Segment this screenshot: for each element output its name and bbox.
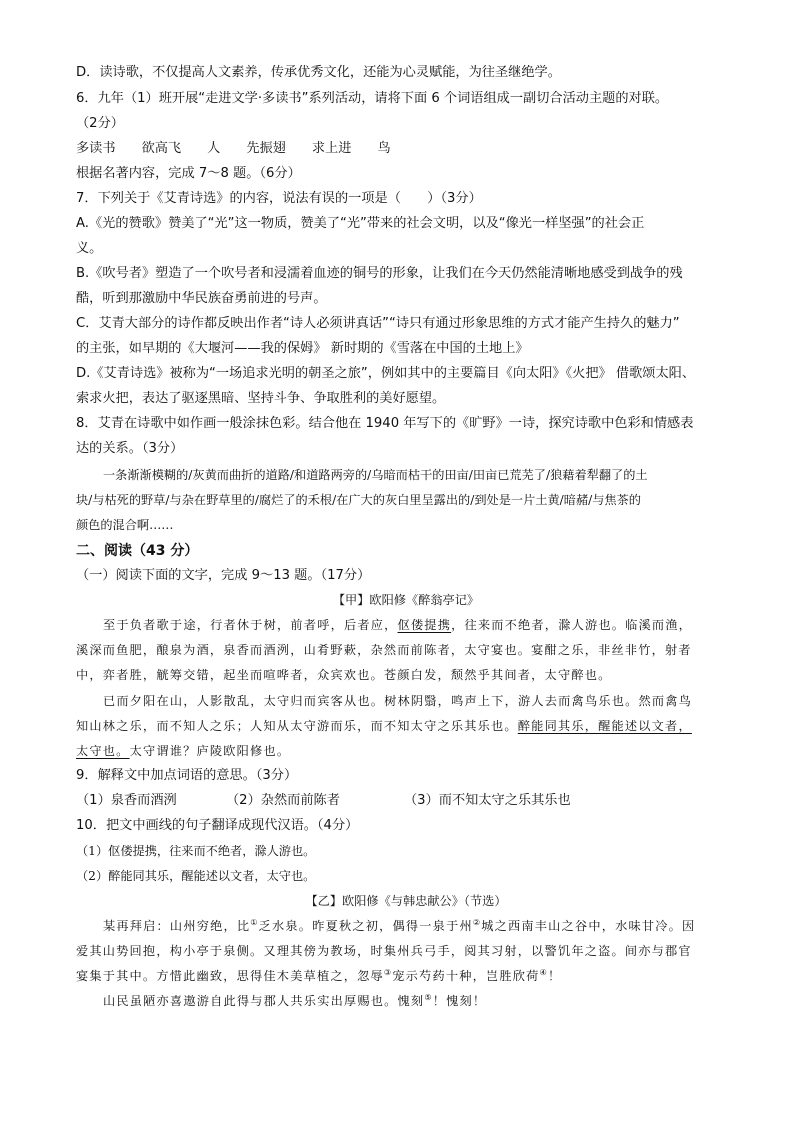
q9-items bbox=[76, 791, 736, 811]
q7-option-b: B.《吹号者》塑造了一个吹号者和浸濡着血迹的铜号的形象，让我们在今天仍然能清晰地感受到战争的残 bbox=[76, 266, 683, 281]
q6-word: 求上进 bbox=[311, 141, 352, 156]
text-a-segment: 至于负者歌于途，行者休于树，前者呼，后者应， bbox=[103, 618, 398, 632]
q7-option-b-cont: 酷，听到那激励中华民族奋勇前进的号声。 bbox=[76, 291, 327, 306]
q7-stem: 7．下列关于《艾青诗选》的内容，说法有误的一项是（ ）（3分） bbox=[76, 191, 482, 206]
text-a-segment: 知山林之乐，而不知人之乐；人知从太守游而乐，而不知太守之乐其乐也。 bbox=[76, 719, 518, 733]
q9-stem: 9．解释文中加点词语的意思。（3分） bbox=[76, 768, 298, 783]
text-a-line-6 bbox=[76, 741, 736, 761]
q8-stem-cont: 达的关系。（3分） bbox=[76, 441, 184, 456]
text-a-line-4: 已而夕阳在山，人影散乱，太守归而宾客从也。树林阴翳，鸣声上下，游人去而禽鸟乐也。然而禽鸟 bbox=[103, 694, 693, 708]
text-b-segment: 城之西南丰山之谷中，水味甘冷。因 bbox=[481, 919, 696, 933]
text-b-segment: 宠示芍药十种，岂胜欣荷 bbox=[392, 969, 540, 983]
q9-item: （3）而不知太守之乐其乐也 bbox=[404, 793, 571, 808]
poem-line-2: 块/与枯死的野草/与杂在野草里的/腐烂了的禾根/在广大的灰白里呈露出的/到处是一片土黄/暗赭/与焦茶的 bbox=[76, 493, 641, 507]
underlined-sentence-end: 太守也。 bbox=[76, 744, 130, 758]
q6-stem: 6．九年（1）班开展“走进文学·多读书”系列活动，请将下面 6 个词语组成一副切合活动主题的对联。 bbox=[76, 91, 669, 106]
text-a-line-2: 溪深而鱼肥，酿泉为酒，泉香而酒洌，山肴野蔌，杂然而前陈者，太守宴也。宴酣之乐，非丝非竹，射者 bbox=[76, 643, 692, 657]
text-b-segment: 宴集于其中。方惜此幽致，思得佳木美草植之，忽辱 bbox=[76, 969, 384, 983]
q9-item: （1）泉香而酒洌 bbox=[76, 793, 177, 808]
poem-line-1: 一条渐渐模糊的/灰黄而曲折的道路/和道路两旁的/乌暗而枯干的田亩/田亩已荒芜了/狼藉着犁翻了的土 bbox=[103, 468, 648, 482]
q9-item: （2）杂然而前陈者 bbox=[226, 793, 340, 808]
q5-option-d: D．读诗歌，不仅提高人文素养，传承优秀文化，还能为心灵赋能，为往圣继绝学。 bbox=[76, 65, 561, 80]
text-b-line-4 bbox=[103, 991, 736, 1011]
q7-option-a-cont: 义。 bbox=[76, 241, 103, 256]
q7-option-c: C．艾青大部分的诗作都反映出作者“诗人必须讲真话”“诗只有通过形象思维的方式才能产生持久的魅力” bbox=[76, 316, 680, 331]
footnote-mark: ② bbox=[472, 917, 482, 927]
section-part-intro: （一）阅读下面的文字，完成 9～13 题。（17分） bbox=[76, 568, 371, 583]
q7-option-d: D.《艾青诗选》被称为“一场追求光明的朝圣之旅”，例如其中的主要篇目《向太阳》《火把》 借歌颂太阳、 bbox=[76, 366, 696, 381]
footnote-mark: ③ bbox=[383, 967, 393, 977]
q6-word: 先振翅 bbox=[246, 141, 286, 156]
footnote-mark: ⑤ bbox=[424, 992, 433, 1002]
section-title: 二、阅读（43 分） bbox=[76, 543, 199, 559]
text-b-line-2: 爱其山势回抱，构小亭于泉侧。又理其傍为教场，时集州兵弓手，阅其习射，以警饥年之盗。间亦与郡官 bbox=[76, 944, 692, 958]
text-a-title: 【甲】欧阳修《醉翁亭记》 bbox=[332, 593, 480, 607]
q6-word: 人 bbox=[207, 141, 221, 156]
text-b-segment: ！愧刻！ bbox=[432, 994, 487, 1008]
text-b-segment: 某再拜启：山州穷绝，比 bbox=[103, 919, 251, 933]
footnote-mark: ④ bbox=[539, 967, 548, 977]
q7-option-d-cont: 索求火把，表达了驱逐黑暗、坚持斗争、争取胜利的美好愿望。 bbox=[76, 391, 446, 406]
q7-option-a: A.《光的赞歌》赞美了“光”这一物质，赞美了“光”带来的社会文明，以及“像光一样坚强”的社会正 bbox=[76, 216, 645, 231]
q6-word: 鸟 bbox=[377, 141, 391, 156]
text-a-line-1 bbox=[103, 615, 736, 635]
text-b-line-3 bbox=[76, 966, 736, 986]
text-a-line-5 bbox=[76, 716, 736, 736]
q6-word: 欲高飞 bbox=[141, 141, 182, 156]
poem-line-3: 颜色的混合啊…… bbox=[76, 518, 174, 532]
q6-word-list bbox=[76, 139, 736, 159]
q10-sentence-2: （2）醉能同其乐，醒能述以文者，太守也。 bbox=[76, 869, 316, 883]
q10-sentence-1: （1）伛偻提携，往来而不绝者，滁人游也。 bbox=[76, 844, 316, 858]
q10-stem: 10．把文中画线的句子翻译成现代汉语。（4分） bbox=[76, 818, 359, 833]
text-a-segment: 太守谓谁？庐陵欧阳修也。 bbox=[129, 744, 291, 758]
q8-stem: 8．艾青在诗歌中如作画一般涂抹色彩。结合他在 1940 年写下的《旷野》一诗，探究诗歌中色彩和情感表 bbox=[76, 416, 694, 431]
text-b-segment: 乏水泉。昨夏秋之初，偶得一泉于州 bbox=[258, 919, 473, 933]
text-b-line-1 bbox=[103, 916, 736, 936]
q7-option-c-cont: 的主张，如早期的《大堰河——我的保姆》 新时期的《雪落在中国的土地上》 bbox=[76, 341, 529, 356]
footnote-mark: ① bbox=[250, 917, 259, 927]
text-a-segment: ，往来而不绝者，滁人游也。临溪而渔， bbox=[451, 618, 693, 632]
q6-score: （2分） bbox=[76, 116, 124, 131]
text-b-segment: 山民虽陋亦喜遨游自此得与郡人共乐实出厚赐也。愧刻 bbox=[103, 994, 425, 1008]
underlined-phrase: 伛偻提携 bbox=[397, 618, 452, 632]
text-a-line-3: 中，弈者胜，觥筹交错，起坐而喧哗者，众宾欢也。苍颜白发，颓然乎其间者，太守醉也。 bbox=[76, 668, 612, 682]
q6-word: 多读书 bbox=[76, 141, 116, 156]
text-b-segment: ！ bbox=[547, 969, 562, 983]
reading-intro: 根据名著内容，完成 7～8 题。（6分） bbox=[76, 166, 301, 181]
text-b-title: 【乙】欧阳修《与韩忠献公》（节选） bbox=[305, 894, 507, 908]
underlined-sentence: 醉能同其乐，醒能述以文者， bbox=[517, 719, 692, 733]
